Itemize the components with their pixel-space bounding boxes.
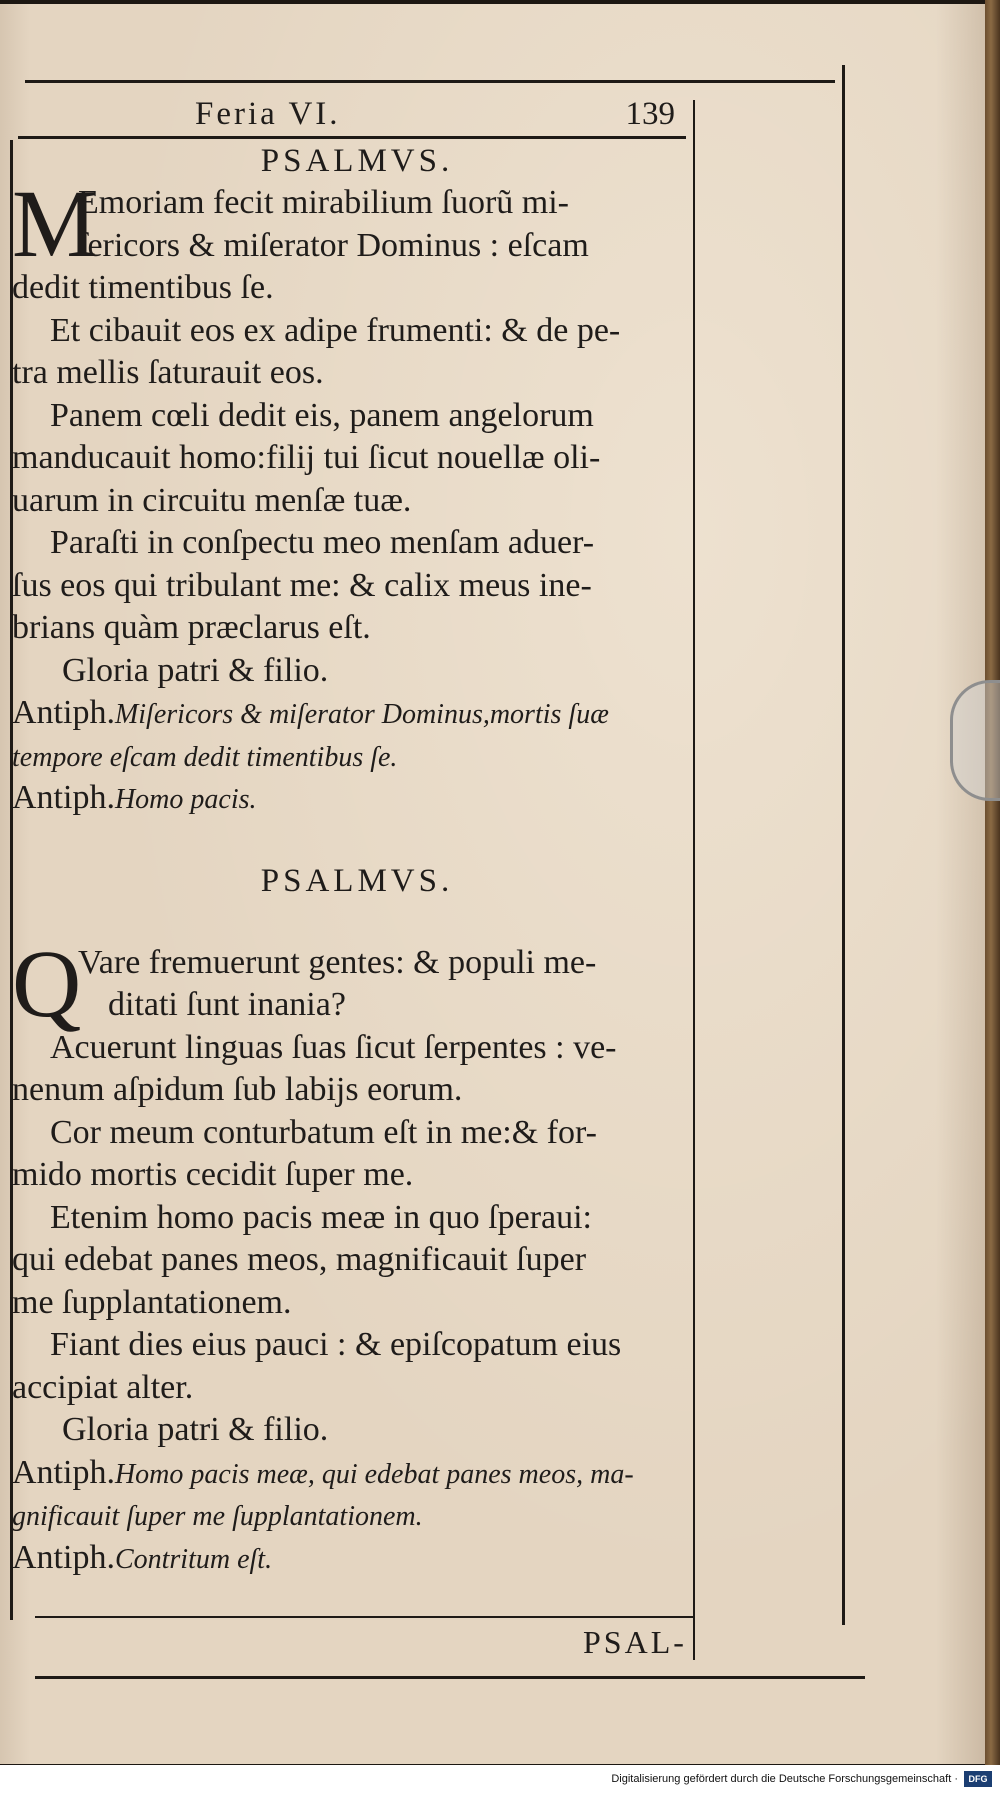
verse-line: Et cibauit eos ex adipe frumenti: & de pe- (50, 311, 621, 349)
antiphon-line (12, 692, 702, 735)
verse-line: mido mortis cecidit ſuper me. (12, 1156, 414, 1193)
verse-line: manducauit homo:filij tui ſicut nouellæ oli- (12, 439, 601, 476)
antiphon-label: Antiph. (12, 779, 115, 816)
verse-line: Etenim homo pacis meæ in quo ſperaui: (50, 1198, 593, 1236)
antiphon-line (12, 1494, 702, 1537)
verse-line: qui edebat panes meos, magnificauit ſuper (12, 1241, 587, 1278)
page-clip (950, 680, 1000, 801)
psalm-heading: PSALMVS. (260, 143, 454, 179)
verse-line: uarum in circuitu menſæ tuæ. (12, 481, 412, 519)
verse-line: me ſupplantationem. (12, 1283, 292, 1321)
verse-line: tra mellis ſaturauit eos. (12, 354, 324, 391)
footer-rule (35, 1676, 865, 1679)
psalm-opening (12, 170, 702, 277)
antiphon-label: Antiph. (12, 694, 115, 731)
verse-line: ſericors & miſerator Dominus : eſcam (78, 226, 589, 264)
page-edge (985, 0, 1000, 1765)
verse-line: accipiat alter. (12, 1368, 194, 1406)
digitization-footer (0, 1765, 1000, 1796)
verse-line: Emoriam fecit mirabilium ſuorũ mi- (78, 184, 569, 221)
running-header (195, 96, 675, 138)
antiphon-label: Antiph. (12, 1453, 115, 1491)
funding-credit: Digitalisierung gefördert durch die Deutsche Forschungsgemeinschaft · (611, 1773, 958, 1785)
verse-line: Fiant dies eius pauci : & epiſcopatum eius (50, 1326, 622, 1363)
verse-line: ditati ſunt inania? (108, 986, 346, 1023)
antiphon-text: gnificauit ſuper me ſupplantationem. (12, 1501, 423, 1532)
antiphon-text: tempore eſcam dedit timentibus ſe. (12, 741, 398, 773)
page-number: 139 (625, 96, 675, 132)
dfg-logo: DFG (964, 1771, 992, 1787)
antiphon-line (12, 735, 702, 778)
verse-line: Panem cœli dedit eis, panem angelorum (50, 396, 594, 434)
antiphon-text: Homo pacis. (114, 784, 257, 815)
outer-right-border (842, 65, 845, 1625)
verse-line: dedit timentibus ſe. (12, 269, 274, 306)
verse-line: ſus eos qui tribulant me: & calix meus ine- (12, 566, 592, 604)
verse-line: nenum aſpidum ſub labijs eorum. (12, 1071, 463, 1108)
antiphon-text: Homo pacis meæ, qui edebat panes meos, ma- (114, 1458, 634, 1490)
antiphon-label: Antiph. (12, 1538, 115, 1576)
antiphon-text: Miſericors & miſerator Dominus,mortis ſuæ (114, 699, 609, 730)
verse-line: Vare fremuerunt gentes: & populi me- (78, 943, 597, 981)
antiphon-line (12, 777, 702, 820)
psalm-heading: PSALMVS. (260, 862, 454, 899)
gloria-line: Gloria patri & filio. (62, 651, 329, 689)
antiphon-line (12, 1452, 702, 1495)
bottom-rule (35, 1616, 695, 1618)
antiphon-text: Contritum eſt. (114, 1543, 273, 1575)
drop-cap: Q (12, 929, 82, 1037)
gloria-line: Gloria patri & filio. (62, 1411, 329, 1448)
psalm-opening (12, 929, 702, 1037)
catchword: PSAL- (583, 1624, 687, 1660)
verse-line: Acuerunt linguas ſuas ſicut ſerpentes : ve- (50, 1028, 617, 1066)
main-text (12, 140, 702, 1579)
verse-line: brians quàm præclarus eſt. (12, 609, 371, 646)
antiphon-line (12, 1537, 702, 1580)
drop-cap: M (12, 170, 98, 277)
top-rule (25, 80, 835, 83)
verse-line: Cor meum conturbatum eſt in me:& for- (50, 1113, 597, 1151)
verse-line: Paraſti in conſpectu meo menſam aduer- (50, 524, 595, 561)
running-title: Feria VI. (195, 96, 341, 132)
